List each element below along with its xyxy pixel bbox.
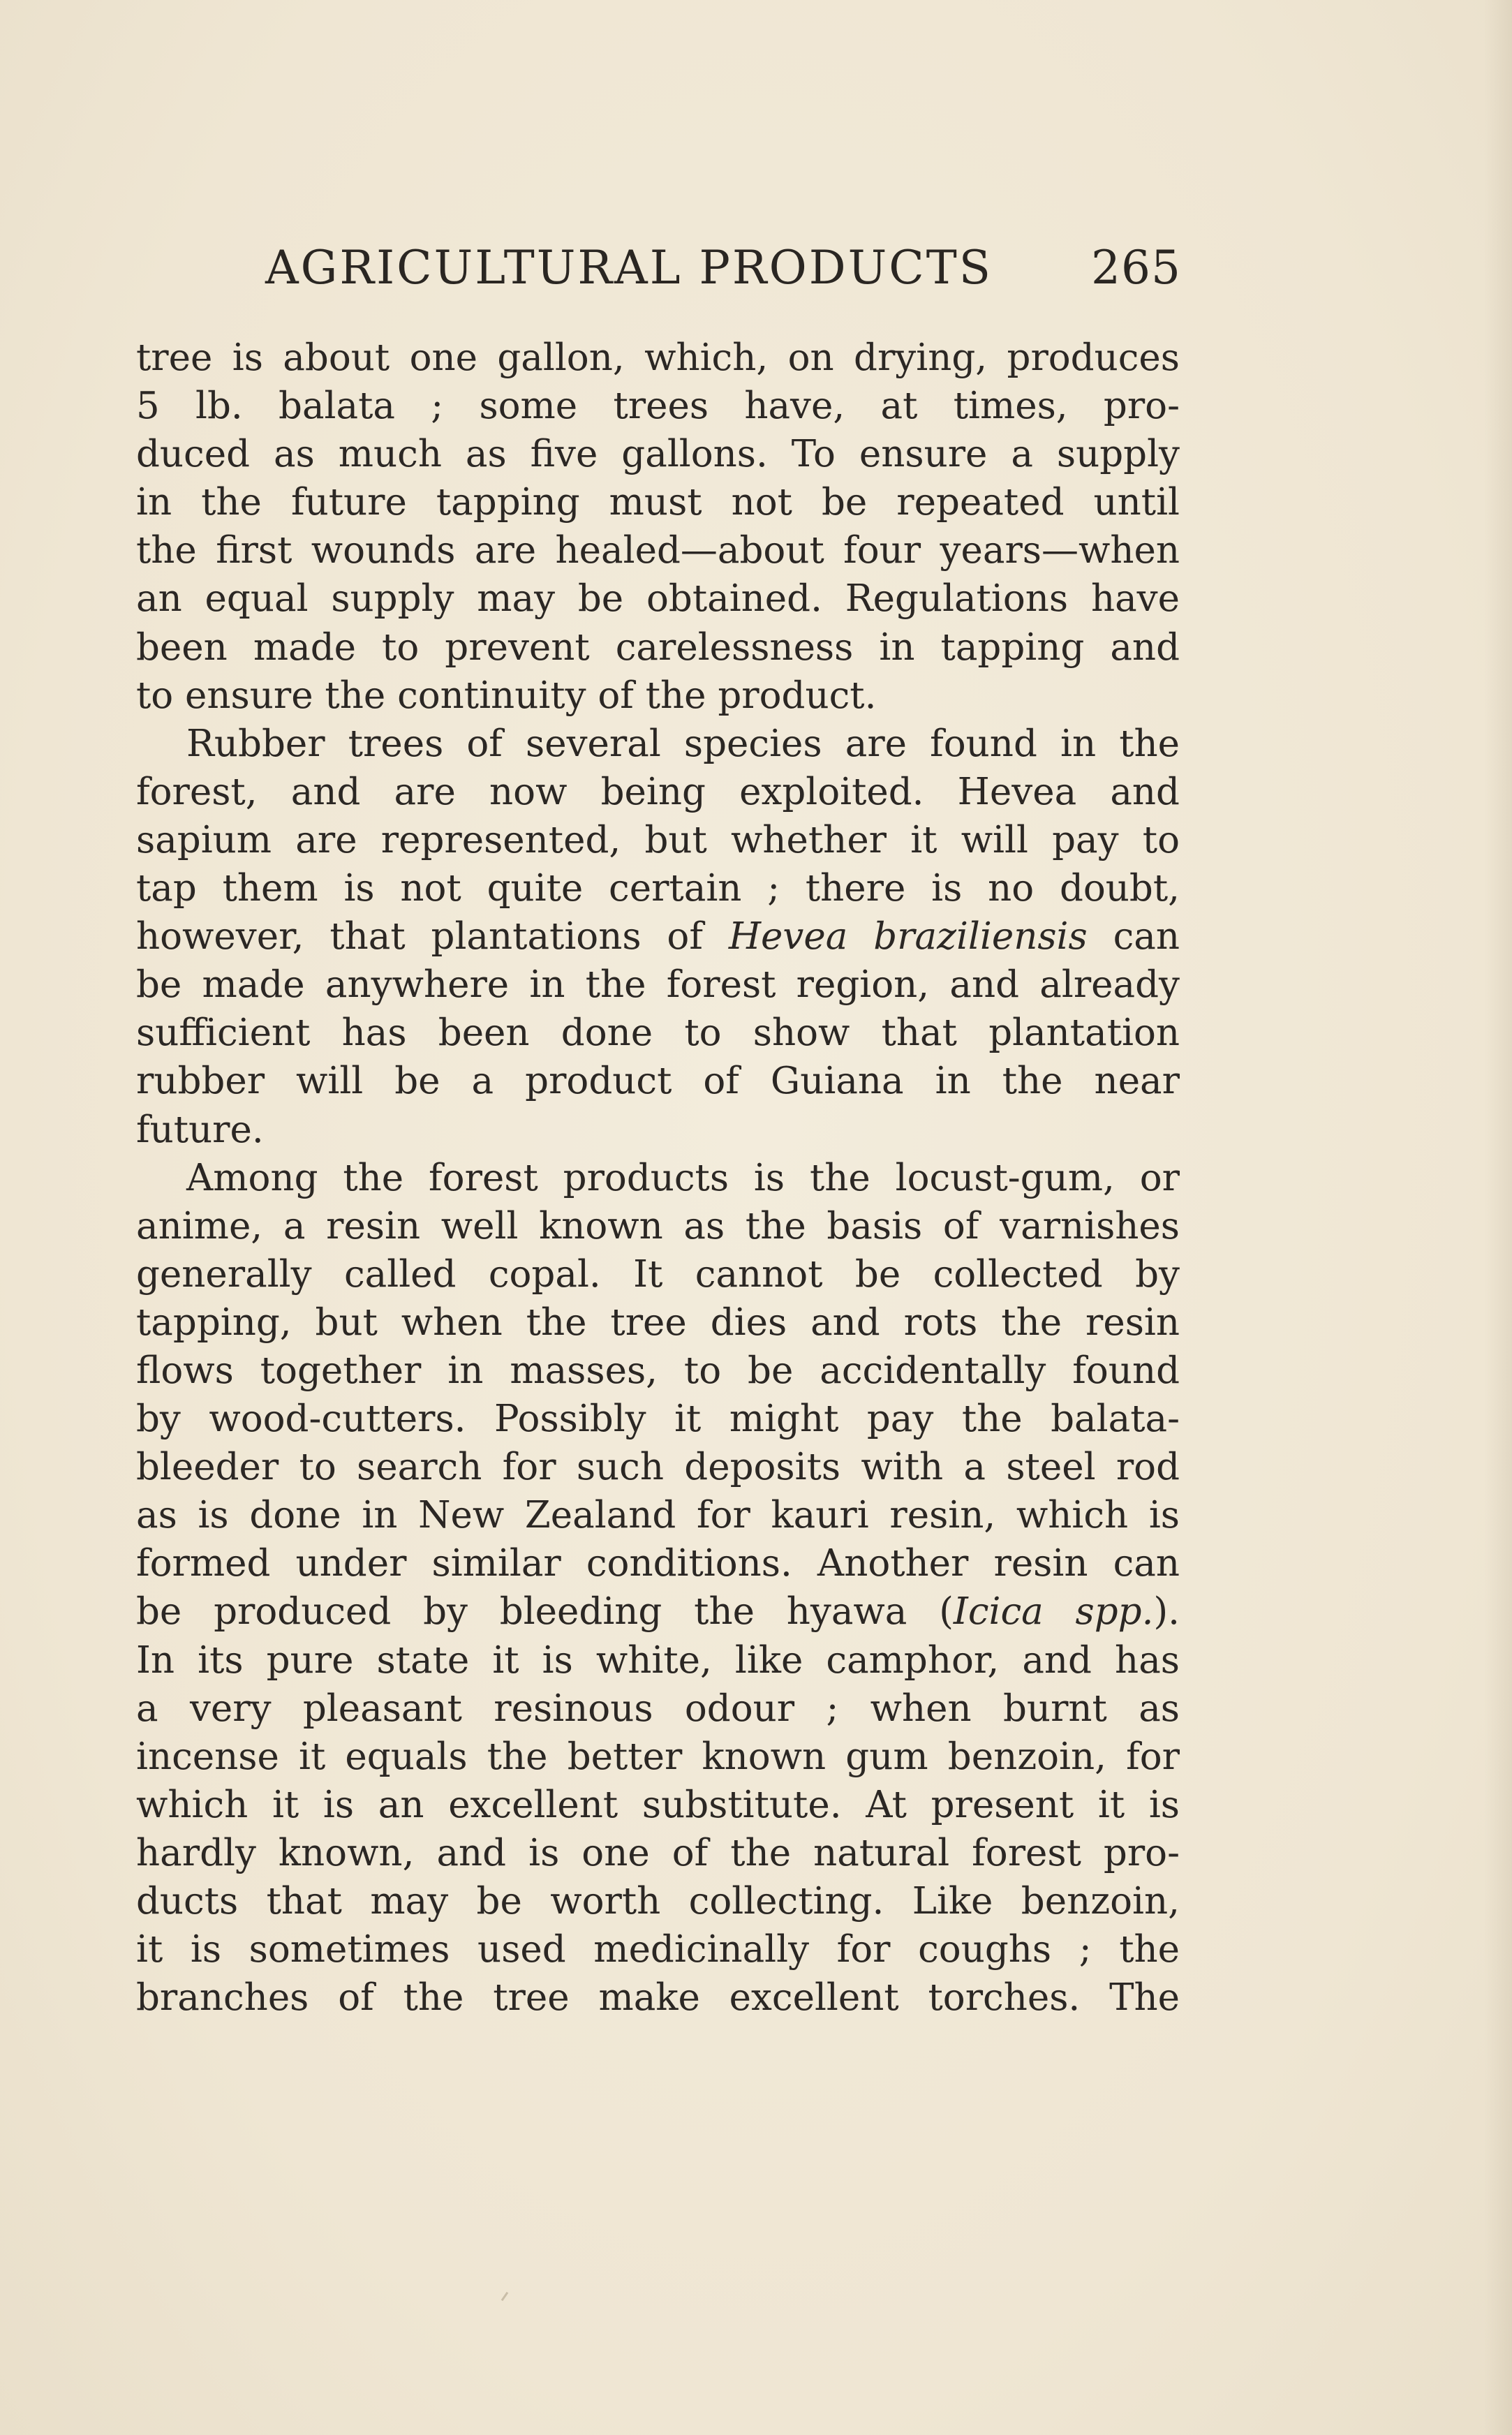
text-line: tap them is not quite certain ; there is no doubt,: [136, 867, 1180, 910]
text-line: sufficient has been done to show that plantation: [136, 1012, 1180, 1055]
text-line: rubber will be a product of Guiana in the near: [136, 1060, 1180, 1103]
text-line: incense it equals the better known gum benzoin, for: [136, 1735, 1180, 1778]
page-edge-shadow: [1484, 0, 1512, 2435]
body-text: [136, 334, 1180, 2022]
text-line: ducts that may be worth collecting. Like benzoin,: [136, 1880, 1180, 1923]
text-line: generally called copal. It cannot be collected by: [136, 1252, 1180, 1296]
text-line-paragraph-start: Rubber trees of several species are found in the: [186, 722, 1180, 765]
text-line: hardly known, and is one of the natural forest pro-: [136, 1831, 1180, 1874]
text-line: it is sometimes used medicinally for coughs ; the: [136, 1928, 1180, 1971]
text-line: in the future tapping must not be repeated until: [136, 481, 1180, 524]
text-line: an equal supply may be obtained. Regulations have: [136, 577, 1180, 621]
running-head: [265, 241, 1181, 304]
running-head-title: AGRICULTURAL PRODUCTS: [265, 241, 993, 295]
text-line: formed under similar conditions. Another resin can: [136, 1542, 1180, 1585]
text-line: the first wounds are healed—about four years—when: [136, 529, 1180, 572]
italic-term: Icica spp.: [953, 1590, 1154, 1634]
text-line: which it is an excellent substitute. At present it is: [136, 1783, 1180, 1826]
text-line: be produced by bleeding the hyawa (Icica spp.).: [136, 1590, 1180, 1634]
text-line: bleeder to search for such deposits with a steel rod: [136, 1446, 1180, 1489]
text-line: In its pure state it is white, like camphor, and has: [136, 1638, 1180, 1682]
page-number: 265: [1091, 241, 1181, 295]
text-line: sapium are represented, but whether it will pay to: [136, 818, 1180, 861]
text-line: to ensure the continuity of the product.: [136, 674, 877, 717]
text-line: as is done in New Zealand for kauri resin, which is: [136, 1494, 1180, 1537]
text-line: however, that plantations of Hevea braziliensis can: [136, 915, 1180, 959]
text-line: by wood-cutters. Possibly it might pay the balata-: [136, 1398, 1180, 1441]
text-line: been made to prevent carelessness in tapping and: [136, 626, 1180, 669]
text-line: be made anywhere in the forest region, and already: [136, 963, 1180, 1007]
text-line: forest, and are now being exploited. Hevea and: [136, 770, 1180, 813]
text-line: anime, a resin well known as the basis of varnishes: [136, 1204, 1180, 1248]
text-line: future.: [136, 1108, 264, 1151]
text-line: 5 lb. balata ; some trees have, at times, pro-: [136, 385, 1180, 428]
text-line: branches of the tree make excellent torches. The: [136, 1976, 1180, 2020]
text-line: a very pleasant resinous odour ; when burnt as: [136, 1687, 1180, 1730]
paper-blemish: [501, 2292, 508, 2301]
text-line: tapping, but when the tree dies and rots the resin: [136, 1301, 1180, 1344]
text-line: tree is about one gallon, which, on drying, produces: [136, 336, 1180, 379]
text-line-paragraph-start: Among the forest products is the locust-gum, or: [186, 1156, 1180, 1199]
italic-term: Hevea braziliensis: [728, 915, 1088, 959]
text-line: flows together in masses, to be accidentally found: [136, 1349, 1180, 1392]
text-line: duced as much as five gallons. To ensure a supply: [136, 433, 1180, 476]
